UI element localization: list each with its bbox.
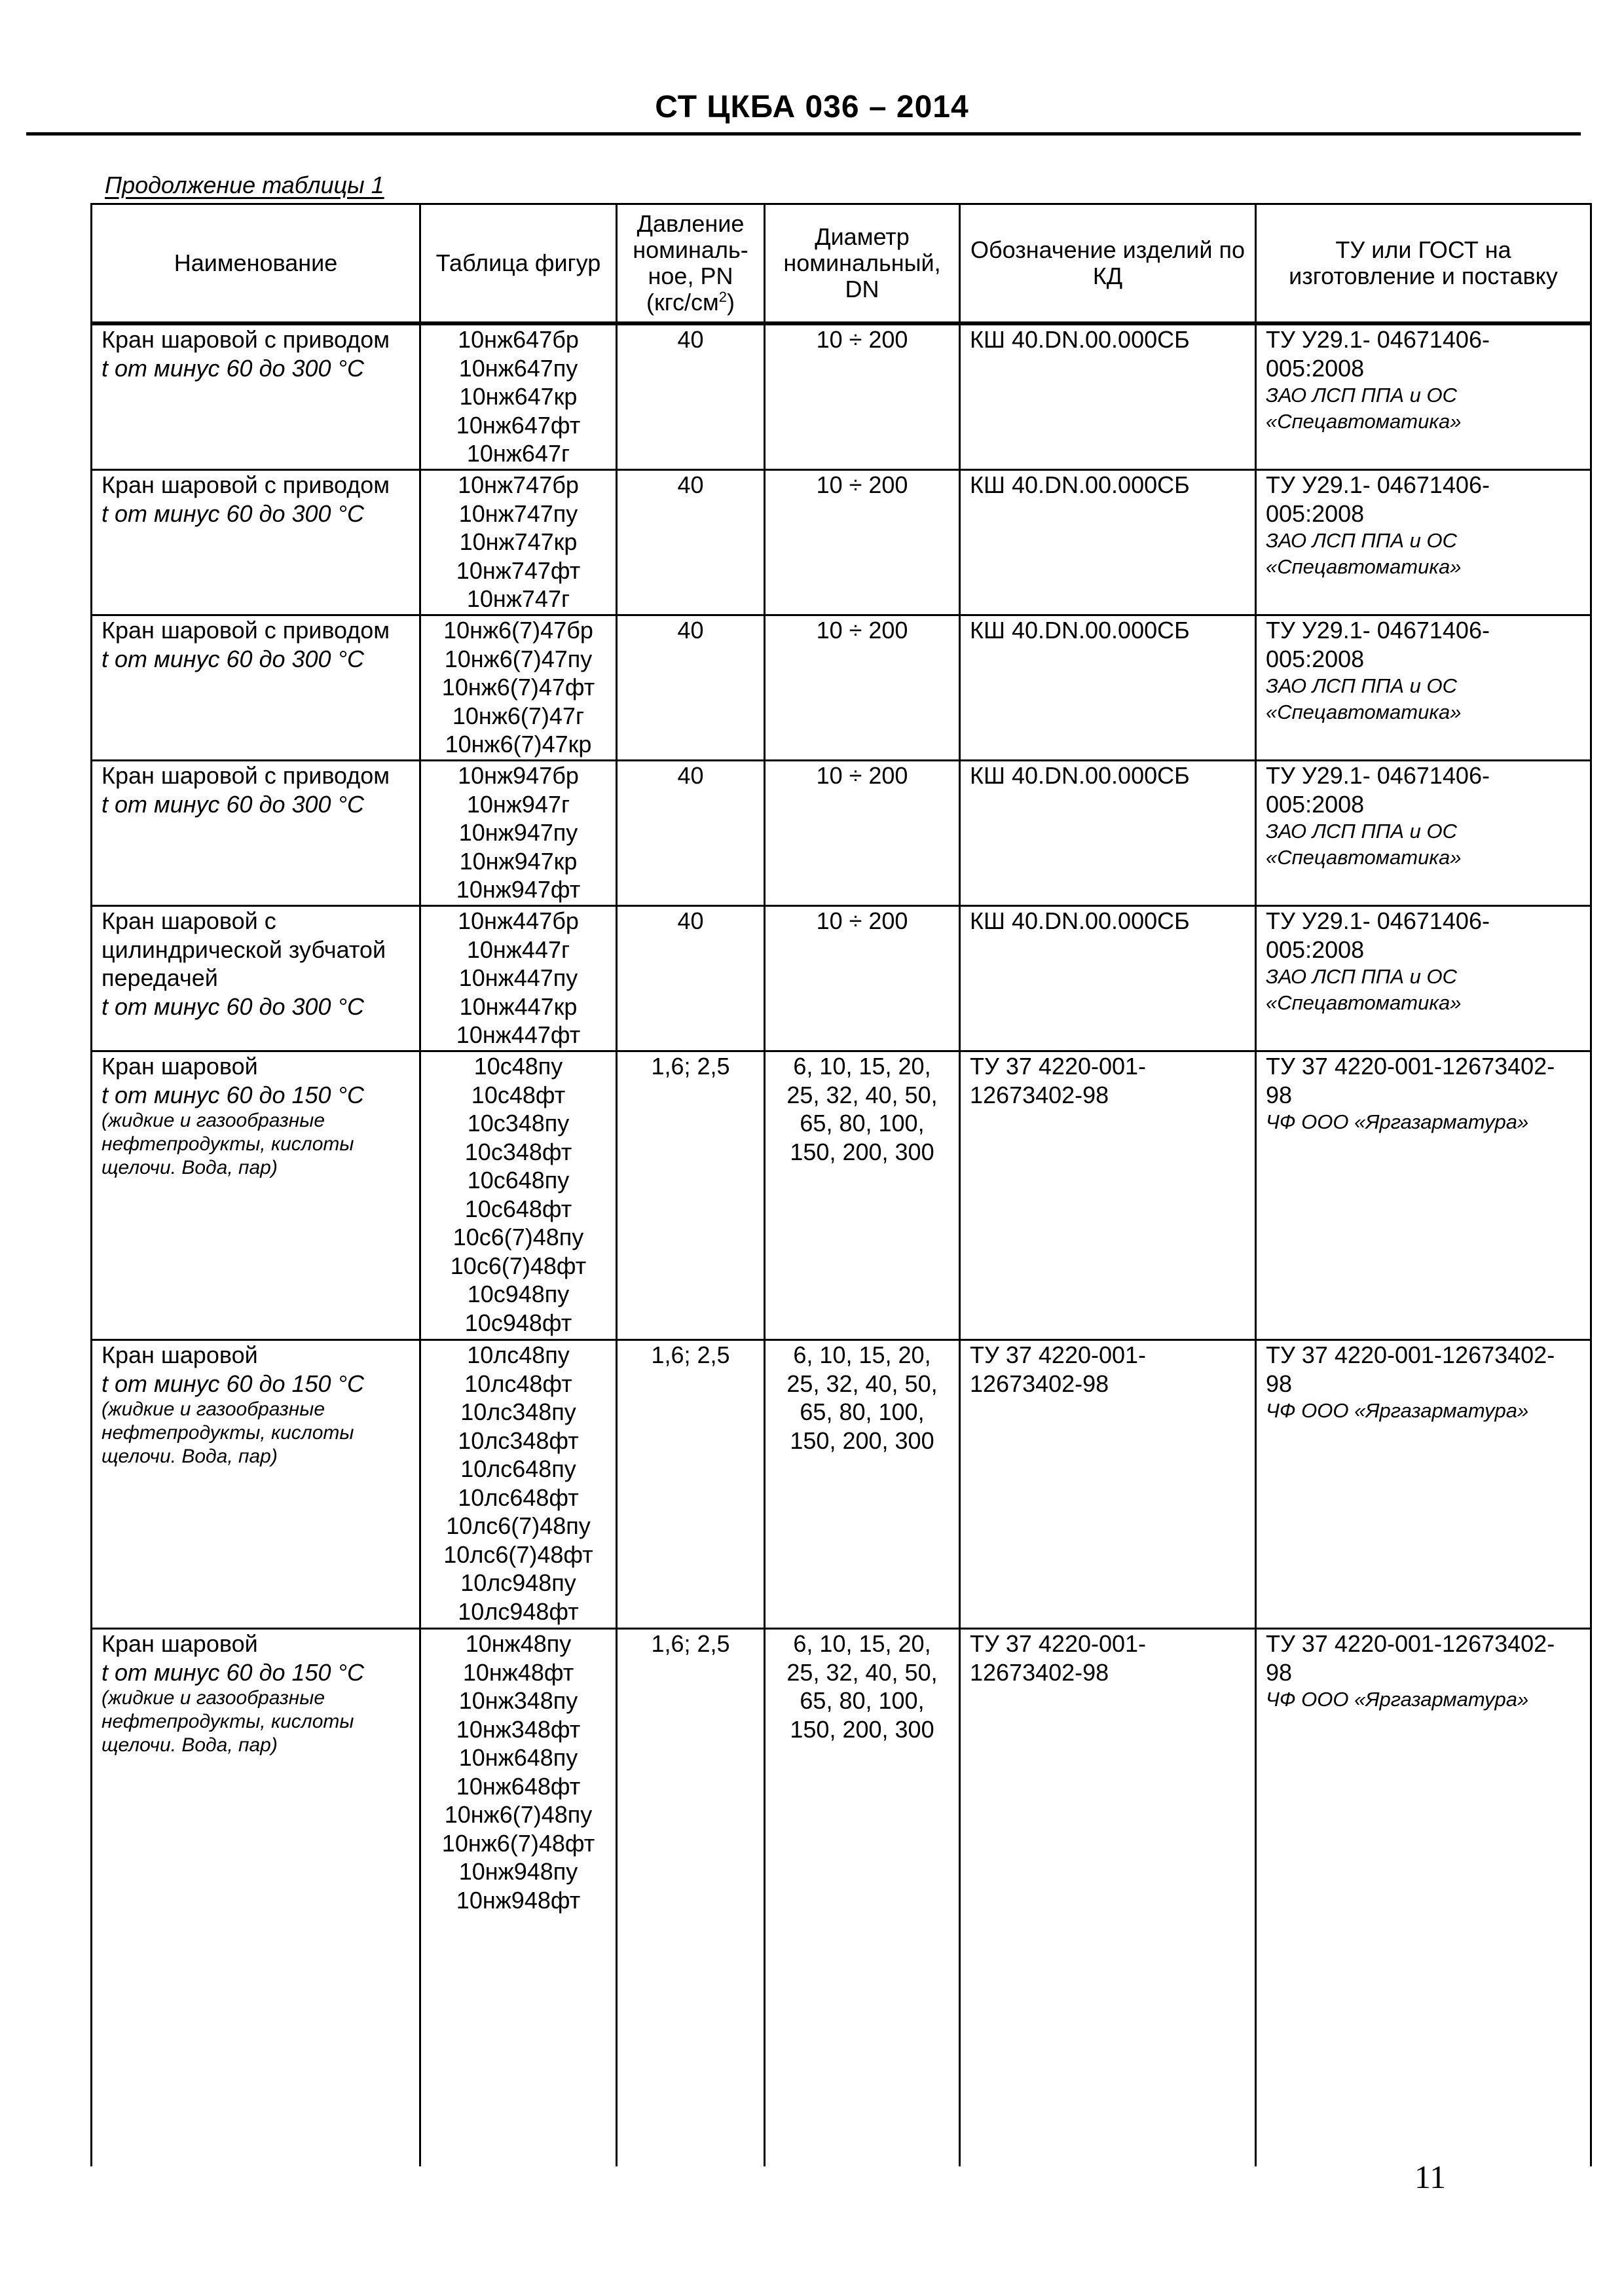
table-row [92, 906, 1591, 1051]
standard-code: ТУ У29.1- 04671406-005:2008 [1266, 471, 1490, 527]
product-name: Кран шаровой [101, 1053, 258, 1080]
cell-pressure: 1,6; 2,5 [617, 1051, 765, 1340]
figure-code: 10нж947бр [458, 762, 579, 789]
cell-figures [420, 906, 617, 1051]
figure-code: 10лс648фт [458, 1484, 579, 1511]
figure-code: 10нж747бр [458, 471, 579, 498]
cell-pressure: 40 [617, 906, 765, 1051]
cell-figures [420, 615, 617, 761]
column-header-designation: Обозначение изделий по КД [960, 204, 1256, 324]
cell-diameter: 10 ÷ 200 [765, 323, 960, 470]
cell-pressure: 1,6; 2,5 [617, 1629, 765, 2167]
figure-code: 10нж648пу [458, 1744, 578, 1771]
cell-diameter: 10 ÷ 200 [765, 906, 960, 1051]
cell-standard [1256, 1629, 1591, 2167]
temperature-range: t от минус 60 до 150 °С [101, 1658, 364, 1686]
figure-code: 10нж6(7)48пу [444, 1801, 593, 1828]
table-caption: Продолжение таблицы 1 [105, 172, 384, 198]
figure-code: 10нж447бр [458, 907, 579, 934]
standard-code: ТУ 37 4220-001-12673402-98 [1266, 1341, 1555, 1397]
figure-code: 10нж747г [466, 585, 570, 612]
cell-figures [420, 1340, 617, 1629]
figure-code: 10нж447пу [458, 964, 578, 991]
document-header-title: СТ ЦКБА 036 – 2014 [655, 90, 969, 124]
manufacturer: ЗАО ЛСП ППА и ОС «Спецавтоматика» [1266, 384, 1462, 433]
cell-diameter: 6, 10, 15, 20, 25, 32, 40, 50, 65, 80, 100, 150, 200, 300 [765, 1629, 960, 2167]
medium-note: (жидкие и газообразные нефтепродукты, кислоты щелочи. Вода, пар) [101, 1398, 354, 1467]
cell-name [92, 1051, 420, 1340]
product-name: Кран шаровой с приводом [101, 471, 390, 498]
figure-code: 10нж6(7)47г [452, 702, 585, 729]
standard-code: ТУ 37 4220-001-12673402-98 [1266, 1630, 1555, 1686]
pressure-header-superscript: 2 [718, 289, 728, 305]
table-row [92, 323, 1591, 470]
cell-name [92, 1340, 420, 1629]
manufacturer: ЧФ ООО «Яргазарматура» [1266, 1110, 1529, 1133]
cell-name [92, 470, 420, 615]
figure-code: 10нж447г [466, 936, 570, 963]
temperature-range: t от минус 60 до 300 °С [101, 790, 364, 818]
cell-name [92, 1629, 420, 2167]
manufacturer: ЧФ ООО «Яргазарматура» [1266, 1688, 1529, 1711]
cell-designation: ТУ 37 4220-001-12673402-98 [960, 1340, 1256, 1629]
temperature-range: t от минус 60 до 300 °С [101, 354, 364, 382]
cell-designation: КШ 40.DN.00.000СБ [960, 906, 1256, 1051]
figure-code: 10нж6(7)47фт [441, 674, 595, 701]
figure-code: 10нж947фт [456, 876, 581, 903]
figure-code: 10с6(7)48фт [450, 1252, 587, 1279]
figure-code: 10нж948фт [456, 1886, 581, 1914]
figure-code: 10лс48фт [464, 1370, 572, 1397]
figure-code: 10нж447фт [456, 1021, 581, 1048]
standard-code: ТУ 37 4220-001-12673402-98 [1266, 1053, 1555, 1108]
cell-pressure: 40 [617, 761, 765, 906]
column-header-pressure [617, 204, 765, 324]
cell-name [92, 761, 420, 906]
column-header-diameter: Диаметр номинальный, DN [765, 204, 960, 324]
cell-designation: КШ 40.DN.00.000СБ [960, 323, 1256, 470]
product-name: Кран шаровой [101, 1341, 258, 1368]
cell-figures [420, 761, 617, 906]
figure-code: 10с948пу [467, 1281, 570, 1307]
figure-code: 10с348пу [467, 1110, 570, 1137]
product-name: Кран шаровой с приводом [101, 617, 390, 644]
column-header-figure-table: Таблица фигур [420, 204, 617, 324]
cell-pressure: 1,6; 2,5 [617, 1340, 765, 1629]
cell-pressure: 40 [617, 470, 765, 615]
table-header-row [92, 204, 1591, 324]
figure-code: 10нж647бр [458, 326, 579, 353]
cell-standard [1256, 761, 1591, 906]
table-row [92, 1051, 1591, 1340]
page-number: 11 [1414, 2159, 1447, 2195]
column-header-standard: ТУ или ГОСТ на изготовление и поставку [1256, 204, 1591, 324]
header-rule [26, 132, 1581, 136]
figure-code: 10нж947пу [458, 819, 578, 846]
figure-code: 10нж947кр [459, 847, 578, 875]
cell-figures [420, 470, 617, 615]
figure-code: 10нж647г [466, 440, 570, 467]
temperature-range: t от минус 60 до 300 °С [101, 645, 364, 672]
cell-standard [1256, 470, 1591, 615]
product-name: Кран шаровой с приводом [101, 326, 390, 353]
figure-code: 10нж348фт [456, 1715, 581, 1743]
cell-diameter: 6, 10, 15, 20, 25, 32, 40, 50, 65, 80, 100, 150, 200, 300 [765, 1340, 960, 1629]
figure-code: 10лс948фт [458, 1597, 579, 1625]
figure-code: 10нж647пу [458, 354, 578, 382]
figure-code: 10нж947г [466, 790, 570, 818]
figure-code: 10лс348фт [458, 1427, 579, 1454]
figure-code: 10нж447кр [459, 993, 578, 1020]
cell-standard [1256, 323, 1591, 470]
cell-diameter: 10 ÷ 200 [765, 615, 960, 761]
table-row [92, 1629, 1591, 2167]
figure-code: 10с648фт [464, 1195, 572, 1222]
temperature-range: t от минус 60 до 300 °С [101, 500, 364, 527]
figure-code: 10нж747кр [459, 528, 578, 555]
figure-code: 10лс6(7)48фт [443, 1540, 593, 1568]
manufacturer: ЧФ ООО «Яргазарматура» [1266, 1399, 1529, 1422]
figure-code: 10нж647фт [456, 411, 581, 439]
medium-note: (жидкие и газообразные нефтепродукты, кислоты щелочи. Вода, пар) [101, 1687, 354, 1756]
cell-designation: КШ 40.DN.00.000СБ [960, 761, 1256, 906]
figure-code: 10нж48пу [465, 1630, 572, 1657]
cell-diameter: 10 ÷ 200 [765, 470, 960, 615]
figure-code: 10с6(7)48пу [452, 1224, 584, 1250]
standard-code: ТУ У29.1- 04671406-005:2008 [1266, 907, 1490, 963]
table-body [92, 323, 1591, 2166]
figure-code: 10лс6(7)48пу [446, 1512, 591, 1539]
pressure-header-tail: ) [727, 289, 735, 316]
figure-code: 10лс48пу [467, 1341, 570, 1368]
figure-code: 10нж348пу [458, 1687, 578, 1714]
manufacturer: ЗАО ЛСП ППА и ОС «Спецавтоматика» [1266, 529, 1462, 578]
figure-code: 10нж6(7)47кр [445, 731, 592, 757]
cell-designation: ТУ 37 4220-001-12673402-98 [960, 1051, 1256, 1340]
temperature-range: t от минус 60 до 300 °С [101, 993, 364, 1020]
standard-code: ТУ У29.1- 04671406-005:2008 [1266, 617, 1490, 672]
cell-name [92, 906, 420, 1051]
cell-figures [420, 1629, 617, 2167]
manufacturer: ЗАО ЛСП ППА и ОС «Спецавтоматика» [1266, 674, 1462, 723]
figure-code: 10нж48фт [462, 1658, 574, 1686]
cell-standard [1256, 615, 1591, 761]
medium-note: (жидкие и газообразные нефтепродукты, кислоты щелочи. Вода, пар) [101, 1110, 354, 1178]
cell-standard [1256, 1340, 1591, 1629]
cell-designation: КШ 40.DN.00.000СБ [960, 470, 1256, 615]
table-row [92, 615, 1591, 761]
product-name: Кран шаровой с цилиндрической зубчатой передачей [101, 907, 386, 991]
table-row [92, 1340, 1591, 1629]
cell-pressure: 40 [617, 323, 765, 470]
cell-name [92, 615, 420, 761]
figure-code: 10нж6(7)48фт [441, 1829, 595, 1857]
figure-code: 10нж747пу [458, 500, 578, 527]
cell-figures [420, 1051, 617, 1340]
cell-diameter: 6, 10, 15, 20, 25, 32, 40, 50, 65, 80, 100, 150, 200, 300 [765, 1051, 960, 1340]
figure-code: 10нж948пу [458, 1858, 578, 1885]
cell-name [92, 323, 420, 470]
figure-code: 10лс648пу [460, 1455, 576, 1482]
figure-code: 10с348фт [464, 1138, 572, 1165]
temperature-range: t от минус 60 до 150 °С [101, 1370, 364, 1397]
figure-code: 10лс348пу [460, 1398, 576, 1425]
figure-code: 10нж6(7)47бр [443, 617, 593, 644]
figure-code: 10с648пу [467, 1167, 570, 1194]
cell-diameter: 10 ÷ 200 [765, 761, 960, 906]
manufacturer: ЗАО ЛСП ППА и ОС «Спецавтоматика» [1266, 820, 1462, 869]
pressure-header-text: Давление номиналь-ное, PN (кгс/см [633, 210, 748, 316]
cell-standard [1256, 906, 1591, 1051]
figure-code: 10с48пу [473, 1053, 563, 1080]
figure-code: 10нж647кр [459, 383, 578, 410]
standard-code: ТУ У29.1- 04671406-005:2008 [1266, 326, 1490, 382]
figure-code: 10нж6(7)47пу [444, 645, 593, 672]
specification-table [90, 203, 1592, 2166]
cell-designation: КШ 40.DN.00.000СБ [960, 615, 1256, 761]
cell-figures [420, 323, 617, 470]
temperature-range: t от минус 60 до 150 °С [101, 1081, 364, 1108]
figure-code: 10лс948пу [460, 1569, 576, 1596]
cell-pressure: 40 [617, 615, 765, 761]
manufacturer: ЗАО ЛСП ППА и ОС «Спецавтоматика» [1266, 965, 1462, 1014]
figure-code: 10нж648фт [456, 1772, 581, 1800]
column-header-name: Наименование [92, 204, 420, 324]
figure-code: 10с48фт [471, 1081, 566, 1108]
table-row [92, 761, 1591, 906]
standard-code: ТУ У29.1- 04671406-005:2008 [1266, 762, 1490, 818]
figure-code: 10нж747фт [456, 556, 581, 584]
product-name: Кран шаровой [101, 1630, 258, 1657]
product-name: Кран шаровой с приводом [101, 762, 390, 789]
figure-code: 10с948фт [464, 1309, 572, 1336]
table-row [92, 470, 1591, 615]
cell-standard [1256, 1051, 1591, 1340]
cell-designation: ТУ 37 4220-001-12673402-98 [960, 1629, 1256, 2167]
